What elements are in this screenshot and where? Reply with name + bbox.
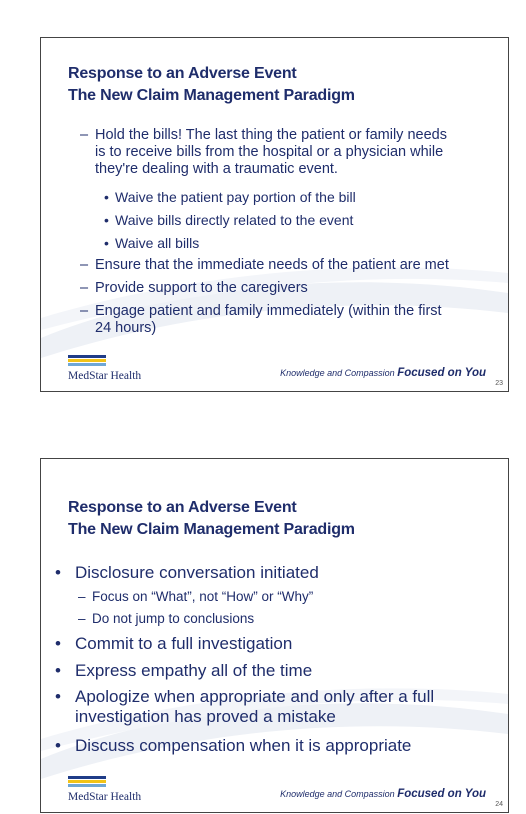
bullet-marker: • [104,235,109,251]
dash-marker: – [80,127,89,143]
tagline-prefix: Knowledge and Compassion [280,789,395,799]
list-item [80,257,449,274]
item-line: is to receive bills from the hospital or a physician while [95,144,444,160]
item-line: Express empathy all of the time [75,661,313,680]
list-item [55,634,292,654]
item-line: they're dealing with a traumatic event. [95,161,338,177]
list-item [55,563,319,583]
tagline-emphasis: Focused on You [397,367,486,379]
item-line: investigation has proved a mistake [75,707,336,726]
list-item [80,127,447,178]
item-line: Engage patient and family immediately (within the first [95,303,442,319]
item-line: Provide support to the caregivers [95,280,308,296]
slide-title [68,497,355,541]
list-item [55,687,434,727]
item-line: Waive bills directly related to the event [115,212,354,228]
item-line: Focus on “What”, not “How” or “Why” [92,589,314,604]
logo-text: MedStar Health [68,791,142,803]
slide-24 [40,458,509,813]
tagline-prefix: Knowledge and Compassion [280,368,395,378]
logo-stripes-icon [68,776,106,789]
dash-marker: – [80,303,89,319]
list-item [104,235,199,252]
item-line: Discuss compensation when it is appropriate [75,736,412,755]
list-item [104,189,356,206]
item-line: Commit to a full investigation [75,634,293,653]
dash-marker: – [80,280,89,296]
tagline [280,788,486,800]
item-line: Waive all bills [115,235,200,251]
medstar-logo [68,776,141,803]
list-item [78,611,254,627]
tagline-emphasis: Focused on You [397,788,486,800]
bullet-marker: • [55,634,61,653]
page-number: 23 [495,380,503,387]
item-line: Do not jump to conclusions [92,611,255,626]
slide-title [68,63,355,107]
item-line: 24 hours) [95,320,157,336]
item-line: Disclosure conversation initiated [75,563,319,582]
item-line: Waive the patient pay portion of the bill [115,189,356,205]
page-number: 24 [495,801,503,808]
bullet-marker: • [55,736,61,755]
list-item [80,303,442,337]
list-item [104,212,353,229]
dash-marker: – [78,611,86,626]
bullet-marker: • [104,212,109,228]
bullet-marker: • [55,563,61,582]
title-line-1: Response to an Adverse Event [68,65,297,82]
title-line-2: The New Claim Management Paradigm [68,87,355,104]
item-line: Apologize when appropriate and only after a full [75,687,435,706]
tagline [280,367,486,379]
slide-23 [40,37,509,392]
list-item [80,280,308,297]
bullet-marker: • [104,189,109,205]
list-item [55,661,312,681]
item-line: Hold the bills! The last thing the patient or family needs [95,127,447,143]
title-line-2: The New Claim Management Paradigm [68,521,355,538]
logo-stripes-icon [68,355,106,368]
list-item [55,736,411,756]
title-line-1: Response to an Adverse Event [68,499,297,516]
bullet-marker: • [55,661,61,680]
logo-text: MedStar Health [68,370,142,382]
dash-marker: – [78,589,86,604]
list-item [78,589,313,605]
dash-marker: – [80,257,89,273]
medstar-logo [68,355,141,382]
bullet-marker: • [55,687,61,706]
item-line: Ensure that the immediate needs of the patient are met [95,257,449,273]
